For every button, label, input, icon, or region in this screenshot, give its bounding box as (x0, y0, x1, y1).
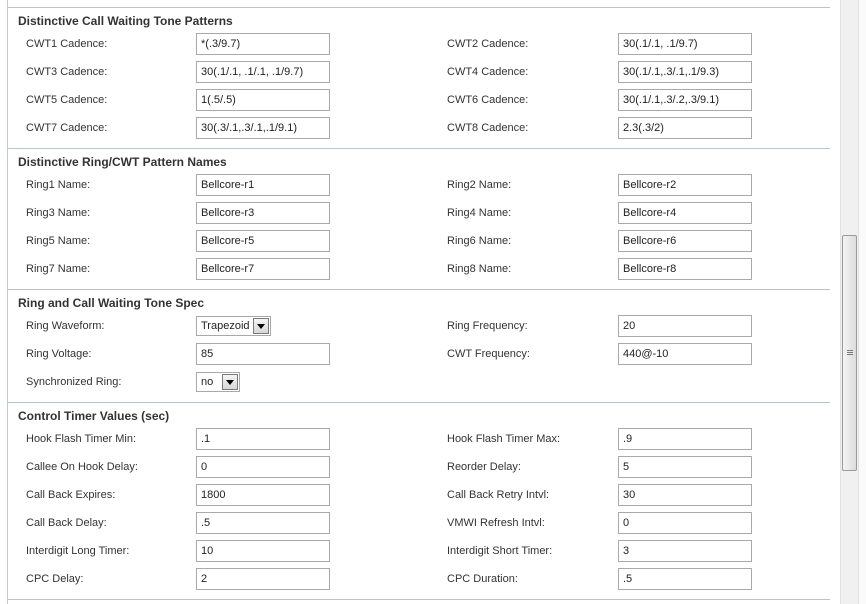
ring-waveform-select[interactable] (196, 316, 271, 336)
cwt1-cadence-label: CWT1 Cadence: (26, 38, 108, 50)
dropdown-button[interactable] (222, 374, 238, 390)
ring6-name-input[interactable] (618, 230, 752, 252)
section-divider (8, 148, 830, 149)
grip-line (847, 352, 853, 353)
interdigit-short-timer-input[interactable] (618, 540, 752, 562)
interdigit-long-timer-input[interactable] (196, 540, 330, 562)
cwt6-cadence-label: CWT6 Cadence: (447, 94, 529, 106)
synchronized-ring-select[interactable] (196, 372, 240, 392)
cwt7-cadence-label: CWT7 Cadence: (26, 122, 108, 134)
ring-frequency-input[interactable] (618, 315, 752, 337)
ring4-name-input[interactable] (618, 202, 752, 224)
hook-flash-timer-min-input[interactable] (196, 428, 330, 450)
ring1-name-input[interactable] (196, 174, 330, 196)
section-divider (8, 289, 830, 290)
cwt-frequency-input[interactable] (618, 343, 752, 365)
reorder-delay-input[interactable] (618, 456, 752, 478)
ring3-name-input[interactable] (196, 202, 330, 224)
cwt8-cadence-input[interactable] (618, 117, 752, 139)
cwt4-cadence-label: CWT4 Cadence: (447, 66, 529, 78)
ring-frequency-label: Ring Frequency: (447, 320, 528, 332)
synchronized-ring-value: no (201, 376, 214, 388)
ring7-name-input[interactable] (196, 258, 330, 280)
ring8-name-label: Ring8 Name: (447, 263, 512, 275)
callee-on-hook-delay-label: Callee On Hook Delay: (26, 461, 138, 473)
interdigit-long-timer-label: Interdigit Long Timer: (26, 545, 130, 557)
call-back-delay-label: Call Back Delay: (26, 517, 107, 529)
ring2-name-input[interactable] (618, 174, 752, 196)
hook-flash-timer-max-label: Hook Flash Timer Max: (447, 433, 561, 445)
section-title-ring-spec: Ring and Call Waiting Tone Spec (18, 296, 205, 310)
hook-flash-timer-min-label: Hook Flash Timer Min: (26, 433, 137, 445)
section-divider (8, 402, 830, 403)
synchronized-ring-label: Synchronized Ring: (26, 376, 122, 388)
ring3-name-label: Ring3 Name: (26, 207, 91, 219)
call-back-retry-intvl-input[interactable] (618, 484, 752, 506)
dropdown-button[interactable] (253, 318, 269, 334)
ring-waveform-label: Ring Waveform: (26, 320, 105, 332)
cwt5-cadence-input[interactable] (196, 89, 330, 111)
reorder-delay-label: Reorder Delay: (447, 461, 521, 473)
chevron-down-icon (226, 380, 234, 385)
cpc-delay-label: CPC Delay: (26, 573, 84, 585)
window-edge (858, 0, 866, 604)
call-back-expires-label: Call Back Expires: (26, 489, 116, 501)
cwt2-cadence-input[interactable] (618, 33, 752, 55)
section-title-cwt-patterns: Distinctive Call Waiting Tone Patterns (18, 14, 233, 28)
cwt3-cadence-label: CWT3 Cadence: (26, 66, 108, 78)
section-title-ring-names: Distinctive Ring/CWT Pattern Names (18, 155, 227, 169)
ring1-name-label: Ring1 Name: (26, 179, 91, 191)
cwt1-cadence-input[interactable] (196, 33, 330, 55)
chevron-down-icon (257, 324, 265, 329)
ring6-name-label: Ring6 Name: (447, 235, 512, 247)
ring2-name-label: Ring2 Name: (447, 179, 512, 191)
vmwi-refresh-intvl-input[interactable] (618, 512, 752, 534)
vmwi-refresh-intvl-label: VMWI Refresh Intvl: (447, 517, 545, 529)
grip-line (847, 350, 853, 351)
section-title-timers: Control Timer Values (sec) (18, 409, 170, 423)
ring-voltage-input[interactable] (196, 343, 330, 365)
cwt8-cadence-label: CWT8 Cadence: (447, 122, 529, 134)
cwt4-cadence-input[interactable] (618, 61, 752, 83)
ring7-name-label: Ring7 Name: (26, 263, 91, 275)
cwt7-cadence-input[interactable] (196, 117, 330, 139)
cwt6-cadence-input[interactable] (618, 89, 752, 111)
hook-flash-timer-max-input[interactable] (618, 428, 752, 450)
section-divider (8, 599, 830, 600)
cpc-duration-label: CPC Duration: (447, 573, 518, 585)
section-divider (8, 7, 830, 8)
cwt-frequency-label: CWT Frequency: (447, 348, 530, 360)
ring5-name-label: Ring5 Name: (26, 235, 91, 247)
scrollbar-thumb[interactable] (842, 235, 857, 471)
ring5-name-input[interactable] (196, 230, 330, 252)
ring8-name-input[interactable] (618, 258, 752, 280)
left-border (7, 0, 8, 604)
ring4-name-label: Ring4 Name: (447, 207, 512, 219)
ring-waveform-value: Trapezoid (201, 320, 250, 332)
call-back-retry-intvl-label: Call Back Retry Intvl: (447, 489, 550, 501)
grip-line (847, 354, 853, 355)
cpc-duration-input[interactable] (618, 568, 752, 590)
cpc-delay-input[interactable] (196, 568, 330, 590)
call-back-expires-input[interactable] (196, 484, 330, 506)
cwt3-cadence-input[interactable] (196, 61, 330, 83)
cwt5-cadence-label: CWT5 Cadence: (26, 94, 108, 106)
call-back-delay-input[interactable] (196, 512, 330, 534)
ring-voltage-label: Ring Voltage: (26, 348, 92, 360)
callee-on-hook-delay-input[interactable] (196, 456, 330, 478)
cwt2-cadence-label: CWT2 Cadence: (447, 38, 529, 50)
vertical-scrollbar[interactable] (840, 0, 858, 604)
interdigit-short-timer-label: Interdigit Short Timer: (447, 545, 553, 557)
